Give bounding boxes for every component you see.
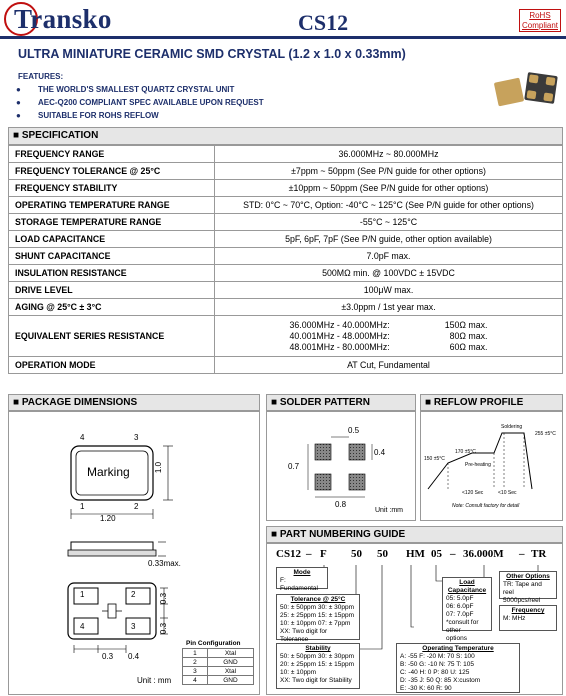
width-dim: 1.20	[100, 514, 116, 523]
table-row	[9, 299, 563, 316]
table-cell: FREQUENCY STABILITY	[9, 180, 215, 197]
marking-label: Marking	[87, 465, 130, 479]
table-cell: 7.0pF max.	[215, 248, 563, 265]
reflow-heading: ■ REFLOW PROFILE	[420, 394, 563, 411]
table-row	[9, 214, 563, 231]
reflow-170: 170 ±5°C	[455, 449, 476, 455]
pn-code-stability: 50	[377, 548, 388, 560]
pn-load-box: Load Capacitance 05: 5.0pF 06: 6.0pF 07: 7.0pF *consult for other options	[442, 577, 492, 631]
rohs-line2: Compliant	[521, 21, 558, 30]
table-cell: 4	[183, 676, 208, 685]
table-cell: STD: 0°C ~ 70°C, Option: -40°C ~ 125°C (See P/N guide for other options)	[215, 197, 563, 214]
solder-heading: ■ SOLDER PATTERN	[266, 394, 416, 411]
unit-label: Unit :mm	[375, 507, 403, 514]
table-row	[9, 163, 563, 180]
pn-code-series: CS12	[276, 548, 302, 560]
pn-mode-box: Mode F: Fundamental	[276, 567, 328, 589]
features-heading: FEATURES:	[18, 72, 64, 81]
unit-label: Unit : mm	[137, 676, 172, 685]
table-cell: 3	[183, 667, 208, 676]
table-cell: 5pF, 6pF, 7pF (See P/N guide, other option available)	[215, 231, 563, 248]
pad-label: 4	[80, 622, 85, 631]
pn-code-sep: –	[519, 548, 525, 560]
pn-optemp-box: Operating Temperature A: -55 F: -20 M: 70 S: 100 B: -50 G: -10 N: 75 T: 105 C: -40 H: 0 P: 80 U: 125 D: -35 J: 50 Q: 85 X:custom E: -30 K: 60 R: 90	[396, 643, 520, 693]
reflow-peak: 255 ±5°C	[535, 431, 556, 437]
brand-logo: Transko	[14, 4, 112, 34]
pad-label: 2	[131, 590, 136, 599]
product-photo	[488, 64, 562, 120]
spec-heading: ■ SPECIFICATION	[8, 127, 563, 145]
dim-0-3: 0.3	[159, 592, 169, 605]
table-cell: FREQUENCY TOLERANCE @ 25°C	[9, 163, 215, 180]
pn-code-sep: –	[450, 548, 456, 560]
feature-item: ● THE WORLD'S SMALLEST QUARTZ CRYSTAL UNIT	[16, 85, 235, 94]
pad-label: 3	[131, 622, 136, 631]
rohs-badge	[519, 9, 561, 32]
table-cell: AGING @ 25°C ± 3°C	[9, 299, 215, 316]
pn-code-options: TR	[531, 548, 547, 560]
table-cell: 1	[183, 649, 208, 658]
table-row	[183, 658, 254, 667]
table-cell: DRIVE LEVEL	[9, 282, 215, 299]
spec-table	[8, 145, 563, 374]
table-cell: INSULATION RESISTANCE	[9, 265, 215, 282]
pn-code-load: 05	[431, 548, 442, 560]
dim-0-5: 0.5	[348, 426, 360, 435]
esr-values: 36.000MHz - 40.000MHz: 150Ω max. 40.001MHz - 48.000MHz: 80Ω max. 48.001MHz - 80.000MHz: 60Ω max.	[289, 319, 488, 352]
table-cell: LOAD CAPACITANCE	[9, 231, 215, 248]
table-cell	[215, 316, 563, 357]
table-row	[9, 146, 563, 163]
table-row	[9, 265, 563, 282]
table-cell: GND	[207, 676, 253, 685]
feature-item: ● SUITABLE FOR ROHS REFLOW	[16, 111, 159, 120]
pin-label: 1	[80, 502, 85, 511]
pin-label: 2	[134, 502, 139, 511]
table-cell: ±3.0ppm / 1st year max.	[215, 299, 563, 316]
pin-label: 4	[80, 433, 85, 442]
table-cell: -55°C ~ 125°C	[215, 214, 563, 231]
page-title: ULTRA MINIATURE CERAMIC SMD CRYSTAL (1.2 x 1.0 x 0.33mm)	[18, 47, 406, 61]
pn-code-frequency: 36.000M	[463, 548, 504, 560]
pn-frequency-box: Frequency M: MHz	[499, 605, 557, 631]
reflow-120s: <120 Sec	[462, 490, 484, 496]
feature-item: ● AEC-Q200 COMPLIANT SPEC AVAILABLE UPON REQUEST	[16, 98, 264, 107]
table-cell: ±7ppm ~ 50ppm (See P/N guide for other options)	[215, 163, 563, 180]
table-row	[9, 316, 563, 357]
pn-code-mode: F	[320, 548, 327, 560]
table-cell: SHUNT CAPACITANCE	[9, 248, 215, 265]
table-row	[9, 357, 563, 374]
table-row	[9, 231, 563, 248]
table-cell: Xtal	[207, 649, 253, 658]
reflow-note: Note: Consult factory for detail	[452, 503, 520, 509]
table-cell: 36.000MHz ~ 80.000MHz	[215, 146, 563, 163]
pin-label: 3	[134, 433, 139, 442]
table-row	[183, 649, 254, 658]
table-row	[183, 676, 254, 685]
table-cell: OPERATION MODE	[9, 357, 215, 374]
dim-0-7: 0.7	[288, 462, 300, 471]
table-cell: AT Cut, Fundamental	[215, 357, 563, 374]
model-title: CS12	[298, 10, 349, 35]
thickness-dim: 0.33max.	[148, 559, 181, 568]
table-row	[9, 248, 563, 265]
dim-0-4: 0.4	[374, 448, 386, 457]
table-cell: OPERATING TEMPERATURE RANGE	[9, 197, 215, 214]
pn-heading: ■ PART NUMBERING GUIDE	[266, 526, 563, 543]
table-cell: GND	[207, 658, 253, 667]
pn-options-box: Other Options TR: Tape and reel 5000pcs/reel	[499, 571, 557, 599]
pn-tolerance-box: Tolerance @ 25°C 50: ± 50ppm 30: ± 30ppm 25: ± 25ppm 15: ± 15ppm 10: ± 10ppm 07: ± 7ppm XX: Two digit for Tolerance	[276, 594, 360, 640]
header-divider	[0, 36, 566, 39]
table-row	[183, 667, 254, 676]
table-cell: FREQUENCY RANGE	[9, 146, 215, 163]
table-cell: STORAGE TEMPERATURE RANGE	[9, 214, 215, 231]
pn-code-temp: HM	[406, 548, 425, 560]
table-cell: 100μW max.	[215, 282, 563, 299]
table-cell: ±10ppm ~ 50ppm (See P/N guide for other options)	[215, 180, 563, 197]
reflow-preheat: Pre-heating	[465, 462, 491, 468]
table-row	[9, 180, 563, 197]
table-row	[9, 197, 563, 214]
dim-0-8: 0.8	[335, 500, 347, 509]
rohs-line1: RoHS	[529, 11, 551, 20]
table-cell: EQUIVALENT SERIES RESISTANCE	[9, 316, 215, 357]
reflow-soldering: Soldering	[501, 424, 523, 430]
pn-stability-box: Stability 50: ± 50ppm 30: ± 30ppm 20: ± 25ppm 15: ± 15ppm 10: ± 10ppm XX: Two digit for Stability	[276, 643, 360, 689]
pn-code-tolerance: 50	[351, 548, 362, 560]
pin-config-title: Pin Configuration	[186, 640, 241, 647]
pad-label: 1	[80, 590, 85, 599]
table-cell: 500MΩ min. @ 100VDC ± 15VDC	[215, 265, 563, 282]
reflow-10s: <10 Sec	[498, 490, 517, 496]
dim-0-3: 0.3	[102, 652, 114, 661]
height-dim: 1.0	[154, 461, 164, 474]
dim-0-4: 0.4	[128, 652, 140, 661]
package-heading: ■ PACKAGE DIMENSIONS	[8, 394, 260, 411]
table-cell: 2	[183, 658, 208, 667]
dim-0-3: 0.3	[159, 622, 169, 635]
pin-config-table	[182, 648, 254, 685]
table-row	[9, 282, 563, 299]
table-cell: Xtal	[207, 667, 253, 676]
reflow-150: 150 ±5°C	[424, 456, 445, 462]
pn-code-sep: –	[306, 548, 312, 560]
